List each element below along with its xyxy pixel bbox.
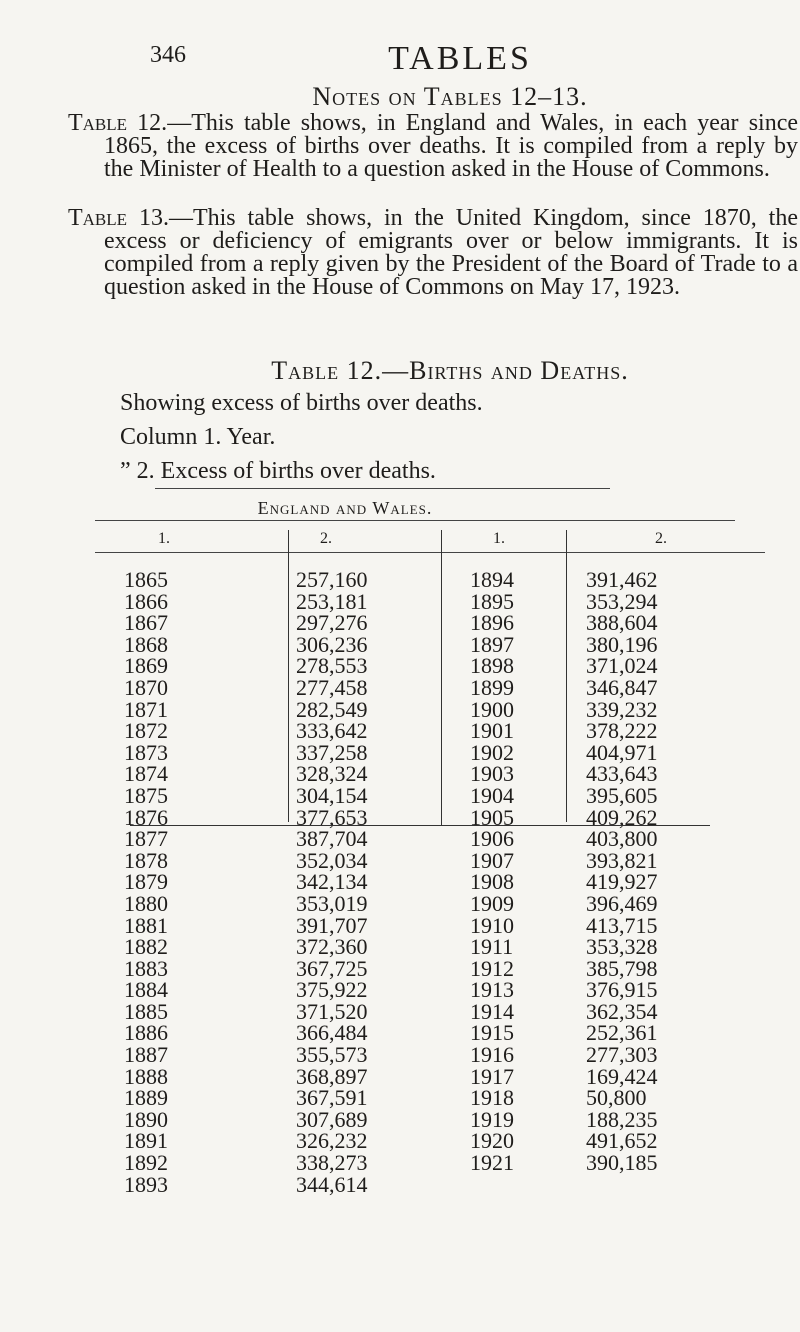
table-cell: 277,458 <box>296 674 368 700</box>
table-cell: 1889 <box>124 1085 168 1111</box>
table-cell: 1915 <box>470 1020 514 1046</box>
column-header: 1. <box>158 530 170 547</box>
table-cell: 1893 <box>124 1171 168 1197</box>
table-cell: 1890 <box>124 1106 168 1132</box>
table-cell: 390,185 <box>586 1150 658 1176</box>
column-1-legend: Column 1. Year. <box>120 424 276 450</box>
table-cell: 419,927 <box>586 869 658 895</box>
right-values-column <box>586 569 658 1174</box>
table-cell: 1886 <box>124 1020 168 1046</box>
table-cell: 1868 <box>124 631 168 657</box>
table-cell: 282,549 <box>296 696 368 722</box>
table-cell: 1919 <box>470 1106 514 1132</box>
table-cell: 1882 <box>124 934 168 960</box>
note-text: —This table shows, in England and Wales, in each year since 1865, the excess of births over deaths. It is compiled from a reply by the Minister of Health to a question asked in the House of Commons. <box>104 110 799 182</box>
table-description: Showing excess of births over deaths. <box>120 390 483 416</box>
table-cell: 433,643 <box>586 761 658 787</box>
divider <box>95 520 735 521</box>
note-table-13 <box>68 207 798 299</box>
table-cell: 188,235 <box>586 1106 658 1132</box>
table-cell: 1885 <box>124 998 168 1024</box>
table-cell: 413,715 <box>586 912 658 938</box>
table-cell: 371,024 <box>586 653 658 679</box>
table-cell: 375,922 <box>296 977 368 1003</box>
table-cell: 1871 <box>124 696 168 722</box>
table-cell: 1894 <box>470 567 514 592</box>
table-cell: 337,258 <box>296 739 368 765</box>
table-cell: 1917 <box>470 1063 514 1089</box>
table-cell: 1877 <box>124 826 168 852</box>
table-cell: 1898 <box>470 653 514 679</box>
table-cell: 1872 <box>124 718 168 744</box>
table-cell: 1912 <box>470 955 514 981</box>
table-cell: 1904 <box>470 782 514 808</box>
table-cell: 278,553 <box>296 653 368 679</box>
table-cell: 387,704 <box>296 826 368 852</box>
note-table-12 <box>68 112 798 181</box>
table-cell: 380,196 <box>586 631 658 657</box>
table-cell: 404,971 <box>586 739 658 765</box>
table-cell: 1874 <box>124 761 168 787</box>
table-cell: 353,328 <box>586 934 658 960</box>
region-heading: England and Wales. <box>257 498 433 518</box>
table-cell: 385,798 <box>586 955 658 981</box>
table-cell: 403,800 <box>586 826 658 852</box>
running-head: TABLES <box>388 40 532 77</box>
table-cell: 169,424 <box>586 1063 658 1089</box>
left-values-column <box>296 569 368 1195</box>
table-cell: 1905 <box>470 804 514 830</box>
column-divider <box>441 530 442 825</box>
table-cell: 391,707 <box>296 912 368 938</box>
table-cell: 1920 <box>470 1128 514 1154</box>
table-cell: 396,469 <box>586 890 658 916</box>
table-cell: 344,614 <box>296 1171 368 1197</box>
table-cell: 393,821 <box>586 847 658 873</box>
table-cell: 353,294 <box>586 588 658 614</box>
page-number: 346 <box>150 42 186 68</box>
table-cell: 367,591 <box>296 1085 368 1111</box>
table-cell: 1910 <box>470 912 514 938</box>
table-cell: 378,222 <box>586 718 658 744</box>
divider <box>130 825 710 826</box>
table-cell: 353,019 <box>296 890 368 916</box>
table-cell: 253,181 <box>296 588 368 614</box>
notes-title: Notes on Tables 12–13. <box>312 82 588 111</box>
right-years-column <box>470 569 514 1174</box>
table-cell: 1867 <box>124 610 168 636</box>
table-cell: 306,236 <box>296 631 368 657</box>
table-cell: 1907 <box>470 847 514 873</box>
note-text: —This table shows, in the United Kingdom, since 1870, the excess or deficiency of emigrants over or below immigrants. It is compiled from a reply given by the President of the Board of Trade to a question asked in the House of Commons on May 17, 1923. <box>104 205 798 300</box>
table-cell: 1914 <box>470 998 514 1024</box>
table-cell: 1913 <box>470 977 514 1003</box>
table-cell: 491,652 <box>586 1128 658 1154</box>
table-cell: 333,642 <box>296 718 368 744</box>
note-lead: Table 12. <box>68 110 168 136</box>
table-cell: 1881 <box>124 912 168 938</box>
table-cell: 1901 <box>470 718 514 744</box>
table-cell: 372,360 <box>296 934 368 960</box>
table-cell: 1880 <box>124 890 168 916</box>
table-cell: 1897 <box>470 631 514 657</box>
table-cell: 342,134 <box>296 869 368 895</box>
table-cell: 395,605 <box>586 782 658 808</box>
divider <box>155 488 610 489</box>
column-header: 2. <box>320 530 332 547</box>
table-cell: 1875 <box>124 782 168 808</box>
table-cell: 1902 <box>470 739 514 765</box>
divider <box>95 552 765 553</box>
table-cell: 366,484 <box>296 1020 368 1046</box>
table-cell: 1911 <box>470 934 514 960</box>
table-cell: 371,520 <box>296 998 368 1024</box>
table-cell: 338,273 <box>296 1150 368 1176</box>
table-cell: 368,897 <box>296 1063 368 1089</box>
table-cell: 1908 <box>470 869 514 895</box>
table-cell: 391,462 <box>586 567 658 592</box>
table-cell: 1879 <box>124 869 168 895</box>
table-cell: 1900 <box>470 696 514 722</box>
table-cell: 328,324 <box>296 761 368 787</box>
table-cell: 1916 <box>470 1042 514 1068</box>
table-cell: 252,361 <box>586 1020 658 1046</box>
table-cell: 377,653 <box>296 804 368 830</box>
table-cell: 1921 <box>470 1150 514 1176</box>
table-cell: 1865 <box>124 567 168 592</box>
table-cell: 1918 <box>470 1085 514 1111</box>
table-cell: 352,034 <box>296 847 368 873</box>
table-cell: 1878 <box>124 847 168 873</box>
table-cell: 1909 <box>470 890 514 916</box>
table-cell: 1876 <box>124 804 168 830</box>
table-cell: 409,262 <box>586 804 658 830</box>
table-title: Table 12.—Births and Deaths. <box>271 356 629 385</box>
table-cell: 367,725 <box>296 955 368 981</box>
column-header: 1. <box>493 530 505 547</box>
table-cell: 50,800 <box>586 1085 647 1111</box>
table-cell: 1870 <box>124 674 168 700</box>
table-cell: 1903 <box>470 761 514 787</box>
column-divider <box>288 530 289 822</box>
column-2-legend: ” 2. Excess of births over deaths. <box>120 458 436 484</box>
table-cell: 326,232 <box>296 1128 368 1154</box>
table-cell: 355,573 <box>296 1042 368 1068</box>
note-lead: Table 13. <box>68 205 169 231</box>
table-cell: 1873 <box>124 739 168 765</box>
table-cell: 1888 <box>124 1063 168 1089</box>
table-cell: 1891 <box>124 1128 168 1154</box>
table-cell: 1866 <box>124 588 168 614</box>
table-cell: 388,604 <box>586 610 658 636</box>
column-divider <box>566 530 567 822</box>
table-cell: 297,276 <box>296 610 368 636</box>
table-cell: 1887 <box>124 1042 168 1068</box>
table-cell: 304,154 <box>296 782 368 808</box>
table-cell: 1883 <box>124 955 168 981</box>
table-cell: 1884 <box>124 977 168 1003</box>
table-cell: 1895 <box>470 588 514 614</box>
table-cell: 339,232 <box>586 696 658 722</box>
table-cell: 362,354 <box>586 998 658 1024</box>
table-cell: 1869 <box>124 653 168 679</box>
table-cell: 1896 <box>470 610 514 636</box>
left-years-column <box>124 569 168 1195</box>
table-cell: 257,160 <box>296 567 368 592</box>
table-cell: 1892 <box>124 1150 168 1176</box>
table-cell: 307,689 <box>296 1106 368 1132</box>
table-cell: 346,847 <box>586 674 658 700</box>
column-header: 2. <box>655 530 667 547</box>
table-cell: 1906 <box>470 826 514 852</box>
table-cell: 277,303 <box>586 1042 658 1068</box>
table-cell: 376,915 <box>586 977 658 1003</box>
table-cell: 1899 <box>470 674 514 700</box>
